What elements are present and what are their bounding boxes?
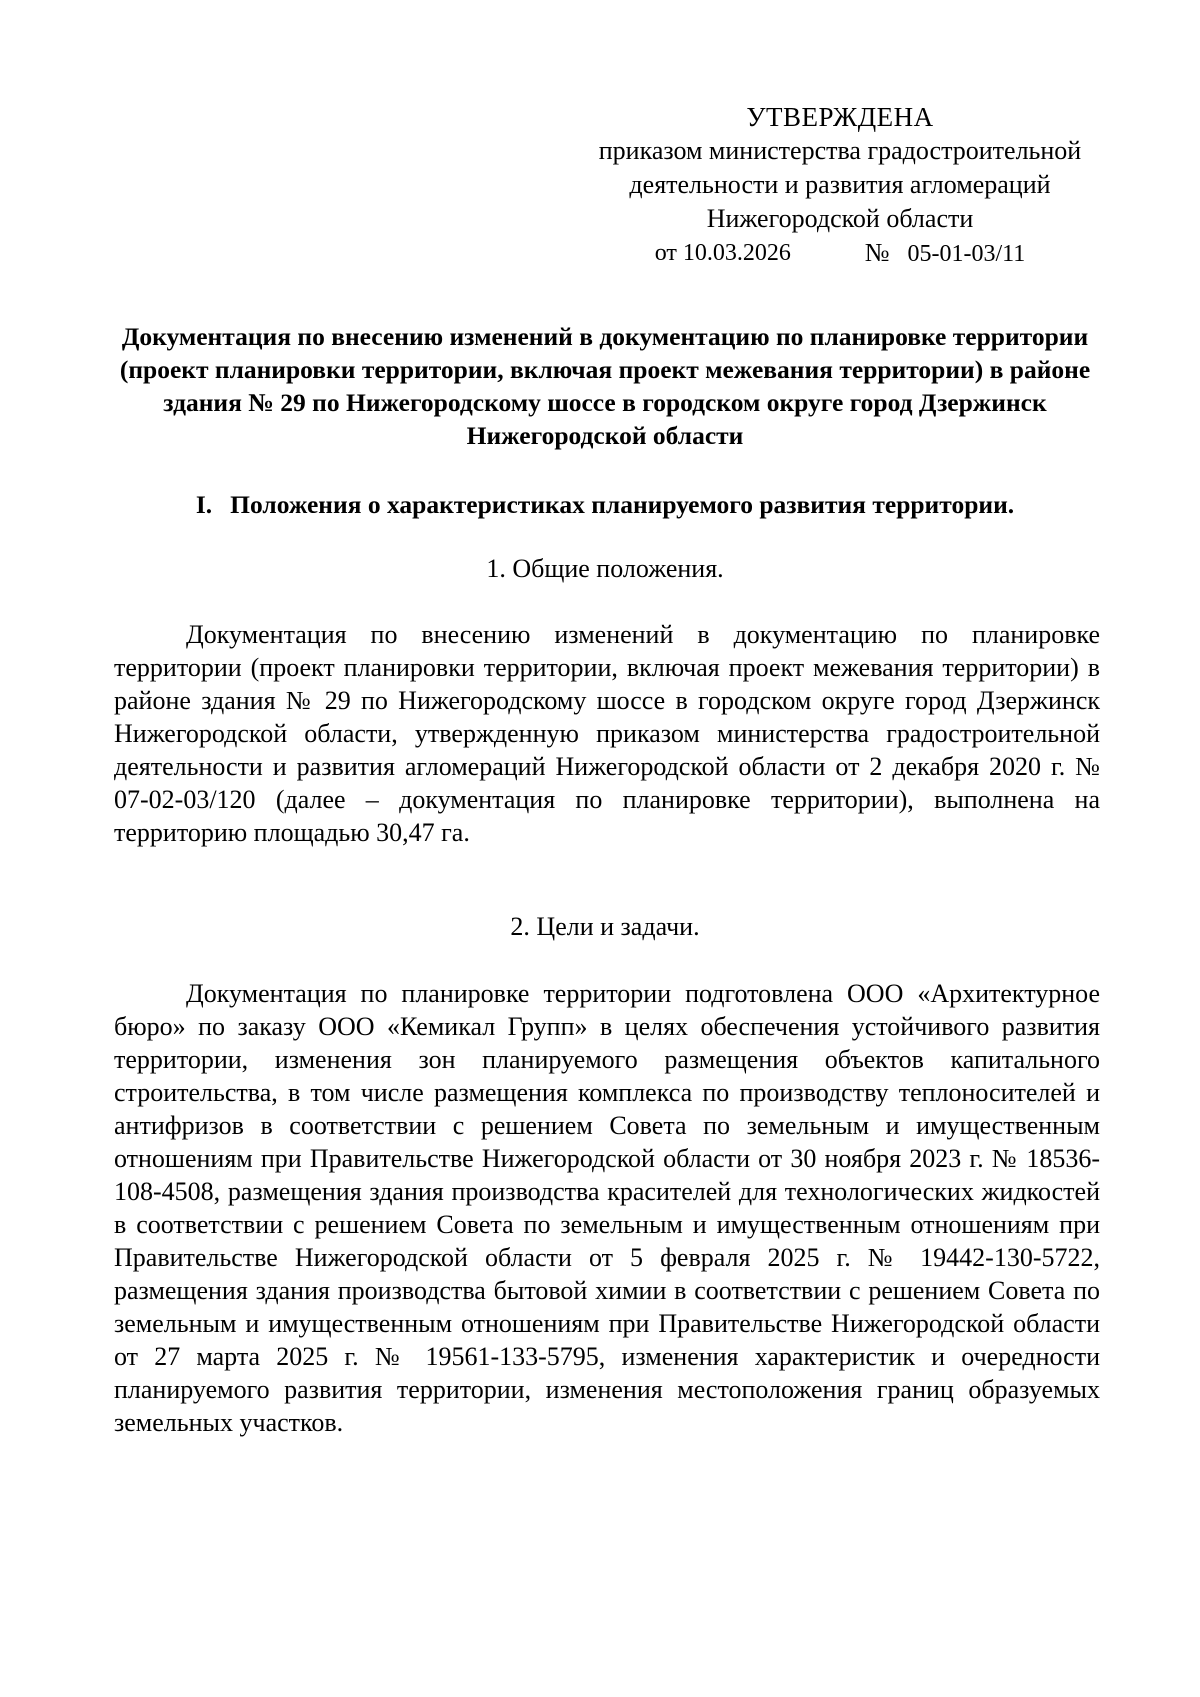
subsection-heading-general: 1. Общие положения.	[486, 554, 724, 583]
document-title: Документация по внесению изменений в документацию по планировке территории (проект планировки территории, включая проект межевания территории) в районе здания № 29 по Нижегородскому шоссе в городском округе город Дзержинск Нижегородской области	[119, 322, 1091, 450]
section-heading	[110, 488, 1100, 521]
approval-line-3: Нижегородской области	[706, 204, 974, 233]
approval-line-1: приказом министерства градостроительной	[598, 136, 1082, 165]
section-heading-text: Положения о характеристиках планируемого развития территории.	[230, 490, 1015, 519]
order-date-prefix: от	[654, 240, 677, 266]
paragraph-general: Документация по внесению изменений в документацию по планировке территории (проект планировки территории, включая проект межевания территории) в районе здания № 29 по Нижегородскому шоссе в городском округе город Дзержинск Нижегородской области, утвержденную приказом министерства градостроительной деятельности и развития агломераций Нижегородской области от 2 декабря 2020 г. № 07-02-03/120 (далее – документация по планировке территории), выполнена на территорию площадью 30,47 га.	[114, 620, 1100, 847]
approved-label: УТВЕРЖДЕНА	[746, 102, 934, 132]
order-number	[865, 236, 1026, 271]
number-sign: №	[864, 238, 890, 267]
order-date-value: 10.03.2026	[682, 240, 791, 266]
approval-stamp	[560, 100, 1120, 271]
subsection-heading-goals: 2. Цели и задачи.	[510, 912, 700, 941]
order-date	[655, 236, 865, 271]
approval-line-2: деятельности и развития агломераций	[629, 170, 1051, 199]
order-date-number	[560, 236, 1120, 271]
order-number-value: 05-01-03/11	[907, 241, 1026, 267]
section-numeral: I.	[195, 490, 213, 519]
paragraph-goals: Документация по планировке территории подготовлена ООО «Архитектурное бюро» по заказу ООО «Кемикал Групп» в целях обеспечения устойчивого развития территории, изменения зон планируемого размещения объектов капитального строительства, в том числе размещения комплекса по производству теплоносителей и антифризов в соответствии с решением Совета по земельным и имущественным отношениям при Правительстве Нижегородской области от 30 ноября 2023 г. № 18536-108-4508, размещения здания производства красителей для технологических жидкостей в соответствии с решением Совета по земельным и имущественным отношениям при Правительстве Нижегородской области от 5 февраля 2025 г. № 19442-130-5722, размещения здания производства бытовой химии в соответствии с решением Совета по земельным и имущественным отношениям при Правительстве Нижегородской области от 27 марта 2025 г. № 19561-133-5795, изменения характеристик и очередности планируемого развития территории, изменения местоположения границ образуемых земельных участков.	[114, 979, 1100, 1437]
